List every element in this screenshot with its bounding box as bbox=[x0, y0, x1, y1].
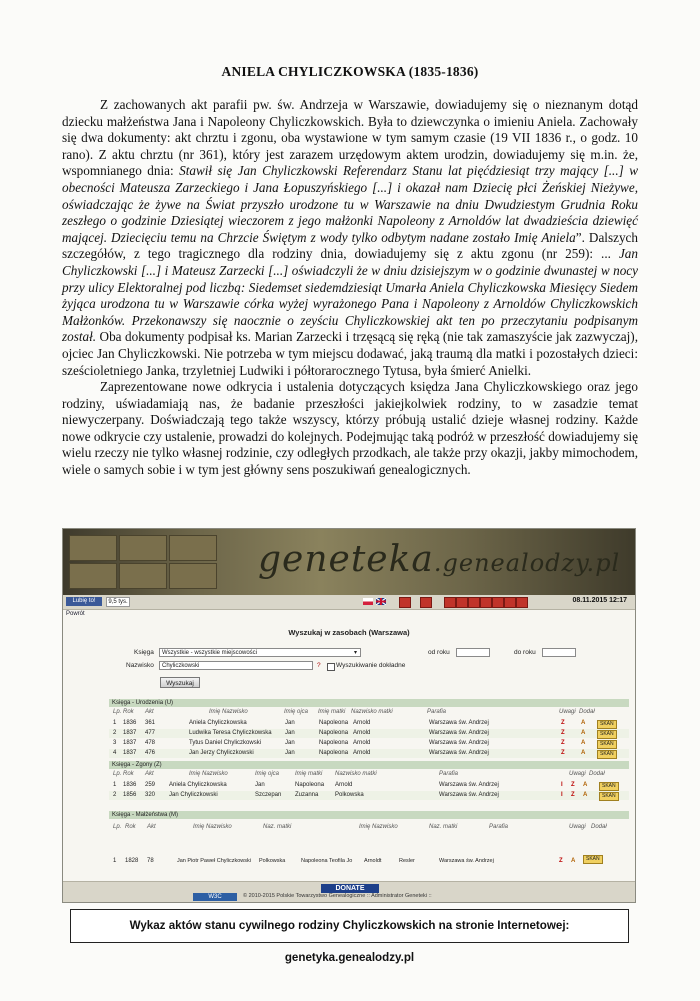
paragraph-1 bbox=[62, 97, 638, 379]
skan-button[interactable]: SKAN bbox=[597, 720, 617, 729]
table-cell: 1837 bbox=[123, 730, 137, 736]
table-cell: Zuzanna bbox=[295, 792, 319, 798]
menu-icon-5[interactable] bbox=[492, 597, 504, 608]
a-icon[interactable]: A bbox=[571, 858, 576, 864]
deaths-section-head: Księga - Zgony (Z) bbox=[109, 761, 629, 769]
table-cell: Warszawa św. Andrzej bbox=[439, 782, 499, 788]
do-roku-label: do roku bbox=[514, 649, 536, 656]
donate-button[interactable]: DONATE bbox=[321, 884, 379, 893]
a-icon[interactable]: A bbox=[581, 740, 586, 746]
table-cell[interactable]: Jan Chyliczkowski bbox=[169, 792, 218, 798]
z-icon[interactable]: Z bbox=[561, 740, 565, 746]
table-cell: Warszawa św. Andrzej bbox=[439, 792, 499, 798]
table-cell: 1836 bbox=[123, 720, 137, 726]
table-cell: 1837 bbox=[123, 740, 137, 746]
z-icon[interactable]: Z bbox=[559, 858, 563, 864]
paragraph-1-run: Stawił się Jan Chyliczkowski Referendarz Stanu lat pięćdziesiąt trzy mający [...] w obecności Mateusza Zarzeckiego i Jana Łopuszyńskiego [...] i okazał nam Dziecię płci Żeńskiej Nieżywe, oświadczając że żywe na Świat przyszło urodzone tu w Warszawie na dniu Dwudziestym Grudnia Roku zeszłego o godzinie Dziesiątej wieczorem z jego małżonki Napoleony z Arnoldów lat dwadzieścia dziewięć mającej. Dziecięciu temu na Chrzcie Świętym z wody tylko odbytym nadane zostało Imię Aniela bbox=[62, 163, 638, 245]
marriage-row: 1 1828 78 Jan Piotr Paweł Chyliczkowski Polkowska Napoleona Teofila Jo Arnoldt Resler Warszawa św. Andrzej Z A SKAN bbox=[109, 854, 629, 868]
screenshot-footer bbox=[63, 881, 635, 903]
table-cell: Arnold bbox=[353, 740, 371, 746]
a-icon[interactable]: A bbox=[581, 750, 586, 756]
english-flag-icon[interactable] bbox=[376, 598, 386, 605]
map-icon[interactable] bbox=[420, 597, 432, 608]
table-cell: Napoleona bbox=[319, 740, 349, 746]
skan-button[interactable]: SKAN bbox=[599, 792, 619, 801]
table-cell: 361 bbox=[145, 720, 156, 726]
paragraph-1-run: Oba dokumenty podpisał ks. Marian Zarzecki i trzęsącą się ręką (nie tak zamaszyście jak zazwyczaj), ojciec Jan Chyliczkowski. Nie potrzeba w tym miejscu dodawać, jaką traumą dla matki i pozostałych dzieci: sześcioletniego Janka, trzyletniej Ludwiki i półtorarocznego Tytusa, była śmierć Anielki. bbox=[62, 329, 638, 378]
table-cell: 1 bbox=[113, 782, 117, 788]
geneteka-screenshot bbox=[62, 528, 636, 903]
table-row bbox=[109, 749, 629, 758]
births-column-headers: Lp. Rok Akt Imię Nazwisko Imię ojca Imię matki Nazwisko matki Parafia Uwagi Dodał bbox=[113, 709, 595, 715]
table-row bbox=[109, 729, 629, 738]
search-button[interactable]: Wyszukaj bbox=[160, 677, 200, 688]
paragraph-1-run: ”. Dalszych szczegółów, z tego tragicznego dla rodziny dnia, dowiadujemy się z aktu zgonu (nr 259): ... bbox=[62, 229, 638, 262]
table-cell: 1836 bbox=[123, 782, 137, 788]
menu-icon-3[interactable] bbox=[468, 597, 480, 608]
paragraph-2: Zaprezentowane nowe odkrycia i ustalenia dotyczących księdza Jana Chyliczkowskiego oraz jego rodziny, uświadamiają nas, że badanie przeszłości jakiejkolwiek rodziny, to w zasadzie temat niewyczerpany. Doświadczają tego także wszyscy, którzy próbują ustalić dzieje własnej rodziny. Każde nowe odkrycie czy ustalenie, prowadzi do kolejnych. Podejmując taką podróż w przeszłość dowiadujemy się wielu rzeczy nie tylko własnej rodzinie, czy odległych przodkach, ale także przy okazji, jakby mimochodem, wiele o samych sobie i w tym jest główny sens poszukiwań genealogicznych. bbox=[62, 379, 638, 478]
table-cell: 1856 bbox=[123, 792, 137, 798]
table-cell: 259 bbox=[145, 782, 156, 788]
table-cell: Napoleona bbox=[319, 730, 349, 736]
facebook-like-button[interactable]: Lubię to! bbox=[66, 597, 102, 606]
table-cell[interactable]: Jan Jerzy Chyliczkowski bbox=[189, 750, 254, 756]
chevron-down-icon: ▾ bbox=[353, 650, 357, 656]
a-icon[interactable]: A bbox=[581, 730, 586, 736]
table-cell: Napoleona bbox=[295, 782, 325, 788]
exact-search-checkbox[interactable] bbox=[327, 663, 335, 671]
z-icon[interactable]: Z bbox=[571, 792, 575, 798]
marriages-section-head: Księga - Małżeństwa (M) bbox=[109, 811, 629, 819]
table-cell: Arnold bbox=[353, 720, 371, 726]
table-cell: 4 bbox=[113, 750, 117, 756]
menu-icon-1[interactable] bbox=[444, 597, 456, 608]
table-cell: 477 bbox=[145, 730, 156, 736]
table-cell: 320 bbox=[145, 792, 156, 798]
article-body bbox=[62, 97, 638, 479]
table-cell: Warszawa św. Andrzej bbox=[429, 750, 489, 756]
table-cell[interactable]: Aniela Chyliczkowska bbox=[189, 720, 247, 726]
table-row bbox=[109, 719, 629, 728]
table-row bbox=[109, 739, 629, 748]
nazwisko-label: Nazwisko bbox=[126, 662, 154, 669]
skan-button[interactable]: SKAN bbox=[599, 782, 619, 791]
table-row bbox=[109, 791, 629, 800]
ksiega-label: Księga bbox=[134, 649, 154, 656]
table-cell: Jan bbox=[285, 750, 295, 756]
table-row bbox=[109, 781, 629, 790]
table-cell: 476 bbox=[145, 750, 156, 756]
ksiega-select[interactable]: Wszystkie - wszystkie miejscowości ▾ bbox=[159, 648, 361, 657]
od-roku-input[interactable] bbox=[456, 648, 490, 657]
w3c-badge: W3C bbox=[193, 893, 237, 901]
table-cell: 2 bbox=[113, 730, 117, 736]
menu-icon-6[interactable] bbox=[504, 597, 516, 608]
marriages-column-headers: Lp. Rok Akt Imię Nazwisko Naz. matki Imię Nazwisko Naz. matki Parafia Uwagi Dodał bbox=[113, 824, 607, 830]
paragraph-1-run: Jan Chyliczkowski [...] i Mateusz Zarzecki [...] oświadczyli że w dniu dzisiejszym w o godzinie dwunastej w nocy przy ulicy Elektoralnej pod liczbą: Siedemset siedemdziesiąt Umarła Aniela Chyliczkowska Miesięcy Siedem żyjąca urodzona tu w Warszawie córka wyżej wyrażonego Pana i Napoleony z Arnoldów Chyliczkowskich Małżonków. Przekonawszy się naocznie o zeyściu Chyliczkowskiej akt ten po przeczytaniu podpisanym został. bbox=[62, 246, 638, 345]
i-icon[interactable]: I bbox=[561, 782, 563, 788]
table-cell: 1 bbox=[113, 720, 117, 726]
skan-button[interactable]: SKAN bbox=[597, 730, 617, 739]
nazwisko-input[interactable]: Chyliczkowski bbox=[159, 661, 313, 670]
page-title: ANIELA CHYLICZKOWSKA (1835-1836) bbox=[221, 64, 479, 79]
z-icon[interactable]: Z bbox=[561, 720, 565, 726]
table-cell: Warszawa św. Andrzej bbox=[429, 730, 489, 736]
back-link[interactable]: Powrót bbox=[66, 611, 85, 617]
table-cell: Warszawa św. Andrzej bbox=[429, 720, 489, 726]
site-banner bbox=[63, 529, 635, 595]
deaths-column-headers: Lp. Rok Akt Imię Nazwisko Imię ojca Imię matki Nazwisko matki Parafia Uwagi Dodał bbox=[113, 771, 605, 777]
i-icon[interactable]: I bbox=[561, 792, 563, 798]
table-cell: 2 bbox=[113, 792, 117, 798]
site-logo[interactable]: geneteka.genealodzy.pl bbox=[258, 539, 621, 580]
table-cell[interactable]: Ludwika Teresa Chyliczkowska bbox=[189, 730, 272, 736]
menu-icon-2[interactable] bbox=[456, 597, 468, 608]
table-cell: Jan bbox=[255, 782, 265, 788]
z-icon[interactable]: Z bbox=[561, 750, 565, 756]
toolbar bbox=[63, 595, 635, 610]
table-cell: Arnold bbox=[353, 730, 371, 736]
menu-icon-4[interactable] bbox=[480, 597, 492, 608]
table-cell: Jan bbox=[285, 730, 295, 736]
table-cell: Polkowska bbox=[335, 792, 364, 798]
table-cell: Szczepan bbox=[255, 792, 282, 798]
table-cell: Arnold bbox=[335, 782, 353, 788]
exact-search-label: Wyszukiwanie dokładne bbox=[336, 662, 406, 669]
help-icon[interactable]: ? bbox=[317, 662, 321, 669]
table-cell: Napoleona bbox=[319, 720, 349, 726]
table-cell: 478 bbox=[145, 740, 156, 746]
a-icon[interactable]: A bbox=[581, 720, 586, 726]
table-cell: Jan bbox=[285, 740, 295, 746]
z-icon[interactable]: Z bbox=[561, 730, 565, 736]
table-cell: Arnold bbox=[353, 750, 371, 756]
table-cell[interactable]: Tytus Daniel Chyliczkowski bbox=[189, 740, 262, 746]
like-count: 9,5 tys. bbox=[106, 597, 130, 607]
archive-drawers-image bbox=[69, 535, 219, 589]
od-roku-label: od roku bbox=[428, 649, 450, 656]
do-roku-input[interactable] bbox=[542, 648, 576, 657]
table-cell: 1837 bbox=[123, 750, 137, 756]
paragraph-1-run: Z zachowanych akt parafii pw. św. Andrzeja w Warszawie, dowiadujemy się o nieznanym dotąd dziecku małżeństwa Jana i Napoleony Chyliczkowskich. Była to dziewczynka o imieniu Aniela. Zachowały się dwa dokumenty: akt chrztu i zgonu, oba wystawione w tym samym czasie (19 VII 1836 r., o godz. 10 rano). Z aktu chrztu (nr 361), który jest zarazem urzędowym aktem urodzin, dowiadujemy się m.in. że, wspomnianego dnia: bbox=[62, 97, 638, 179]
polish-flag-icon[interactable] bbox=[363, 598, 373, 605]
figure-caption: Wykaz aktów stanu cywilnego rodziny Chyliczkowskich na stronie Internetowej: genetyka.genealodzy.pl bbox=[70, 909, 629, 943]
toolbar-date: 08.11.2015 12:17 bbox=[572, 597, 627, 604]
search-title: Wyszukaj w zasobach (Warszawa) bbox=[288, 628, 410, 637]
table-cell: Warszawa św. Andrzej bbox=[429, 740, 489, 746]
table-cell: 3 bbox=[113, 740, 117, 746]
table-cell: Jan bbox=[285, 720, 295, 726]
table-cell: Napoleona bbox=[319, 750, 349, 756]
skan-button[interactable]: SKAN bbox=[583, 855, 603, 864]
z-icon[interactable]: Z bbox=[571, 782, 575, 788]
copyright-text: © 2010-2015 Polskie Towarzystwo Genealogiczne :: Administrator Geneteki :: bbox=[243, 893, 432, 899]
menu-icon-7[interactable] bbox=[516, 597, 528, 608]
a-icon[interactable]: A bbox=[583, 792, 588, 798]
a-icon[interactable]: A bbox=[583, 782, 588, 788]
births-section-head: Księga - Urodzenia (U) bbox=[109, 699, 629, 707]
skan-button[interactable]: SKAN bbox=[597, 750, 617, 759]
home-icon[interactable] bbox=[399, 597, 411, 608]
table-cell[interactable]: Aniela Chyliczkowska bbox=[169, 782, 227, 788]
skan-button[interactable]: SKAN bbox=[597, 740, 617, 749]
